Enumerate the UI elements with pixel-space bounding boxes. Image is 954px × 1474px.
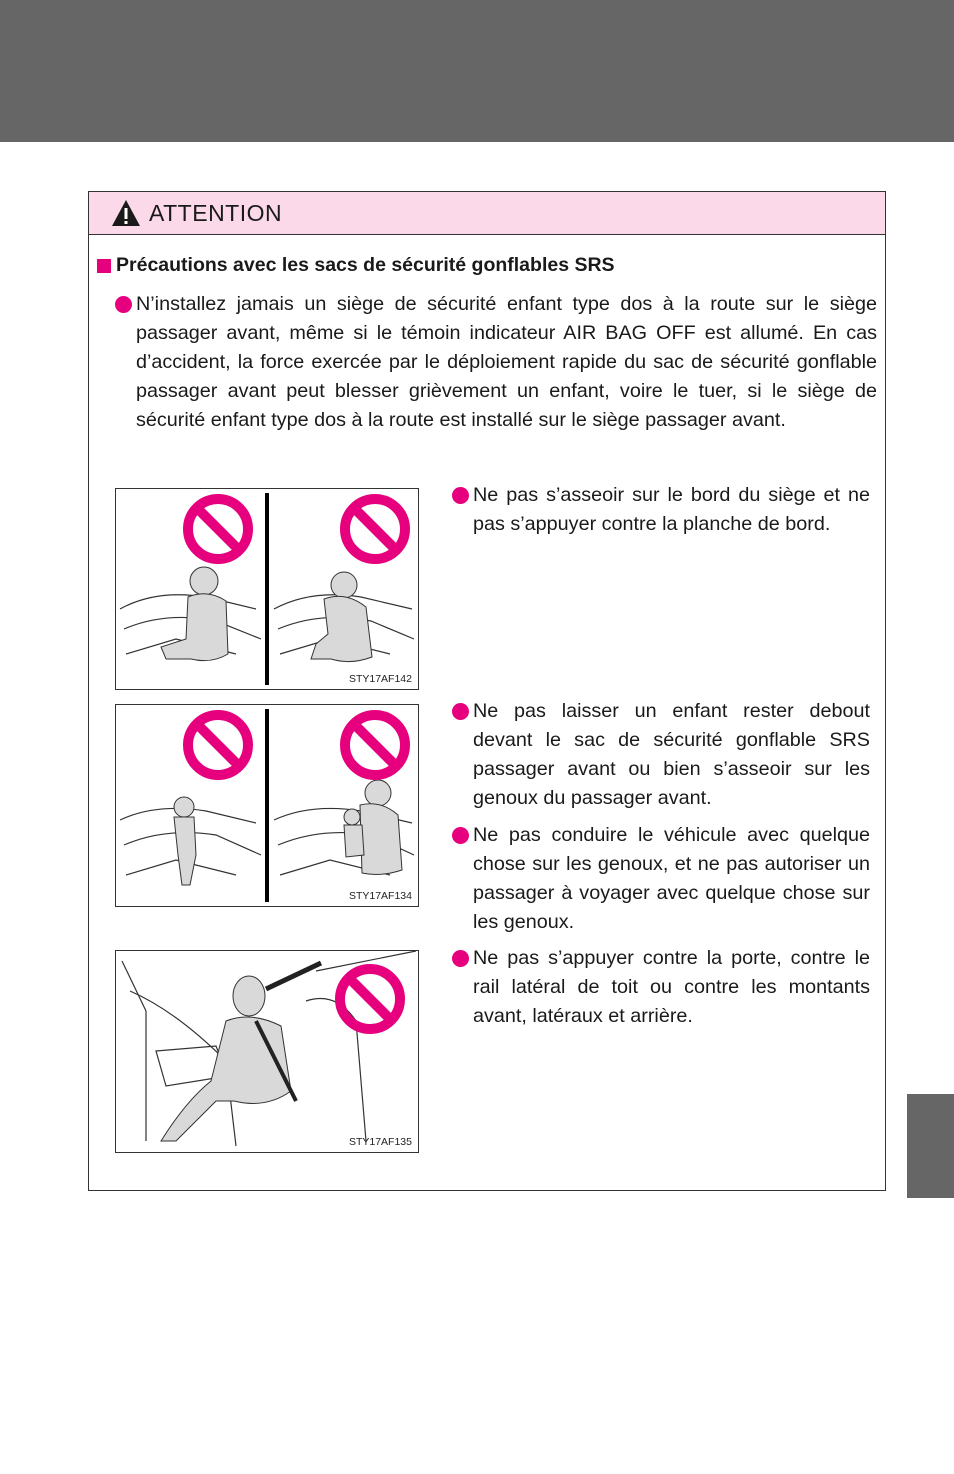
top-band <box>0 0 954 142</box>
paragraph-text: N’installez jamais un siège de sécurité enfant type dos à la route sur le siège passager avant, même si le témoin indicateur AIR BAG OFF est allumé. En cas d’accident, la force exercée par le déploiement rapide du sac de sécurité gonflable passager avant peut blesser grièvement un enfant, voire le tuer, si le siège de sécurité enfant type dos à la route est installé sur le siège passager avant. <box>136 293 877 431</box>
prohibition-icon <box>188 499 248 559</box>
bullet-dot-icon <box>452 703 469 720</box>
illustration-leaning-door <box>116 951 418 1152</box>
prohibition-icon <box>345 499 405 559</box>
paragraph-child-standing <box>473 697 870 813</box>
attention-title: ATTENTION <box>149 200 283 226</box>
paragraph-text: Ne pas s’asseoir sur le bord du siège et ne pas s’appuyer contre la planche de bord. <box>473 484 870 535</box>
warning-triangle-icon <box>111 199 141 227</box>
paragraph-text: Ne pas s’appuyer contre la porte, contre le rail latéral de toit ou contre les montants avant, latéraux et arrière. <box>473 947 870 1027</box>
chapter-tab <box>907 1094 954 1198</box>
paragraph-rear-facing-seat <box>136 290 877 435</box>
figure-code: STY17AF135 <box>348 1136 412 1148</box>
square-bullet-icon <box>97 259 111 273</box>
prohibition-icon <box>188 715 248 775</box>
figure-code: STY17AF134 <box>348 890 412 902</box>
bullet-dot-icon <box>452 950 469 967</box>
section-heading <box>97 254 615 277</box>
bullet-dot-icon <box>115 296 132 313</box>
figure-code: STY17AF142 <box>348 673 412 685</box>
figure-leaning-door <box>115 950 419 1153</box>
paragraph-text: Ne pas laisser un enfant rester debout devant le sac de sécurité gonflable SRS passager avant ou bien s’asseoir sur les genoux du passager avant. <box>473 700 870 809</box>
figure-child-standing <box>115 704 419 907</box>
attention-box <box>88 191 886 1191</box>
paragraph-text: Ne pas conduire le véhicule avec quelque chose sur les genoux, et ne pas autoriser un passager à voyager avec quelque chose sur les genoux. <box>473 824 870 933</box>
paragraph-seat-edge <box>473 481 870 539</box>
paragraph-lap-objects <box>473 821 870 937</box>
paragraph-leaning-door <box>473 944 870 1031</box>
illustration-seat-edge <box>116 489 418 689</box>
attention-header <box>89 192 885 235</box>
illustration-child-standing <box>116 705 418 906</box>
prohibition-icon <box>340 969 400 1029</box>
figure-seat-edge <box>115 488 419 690</box>
section-heading-text: Précautions avec les sacs de sécurité gonflables SRS <box>116 254 615 276</box>
prohibition-icon <box>345 715 405 775</box>
bullet-dot-icon <box>452 487 469 504</box>
bullet-dot-icon <box>452 827 469 844</box>
